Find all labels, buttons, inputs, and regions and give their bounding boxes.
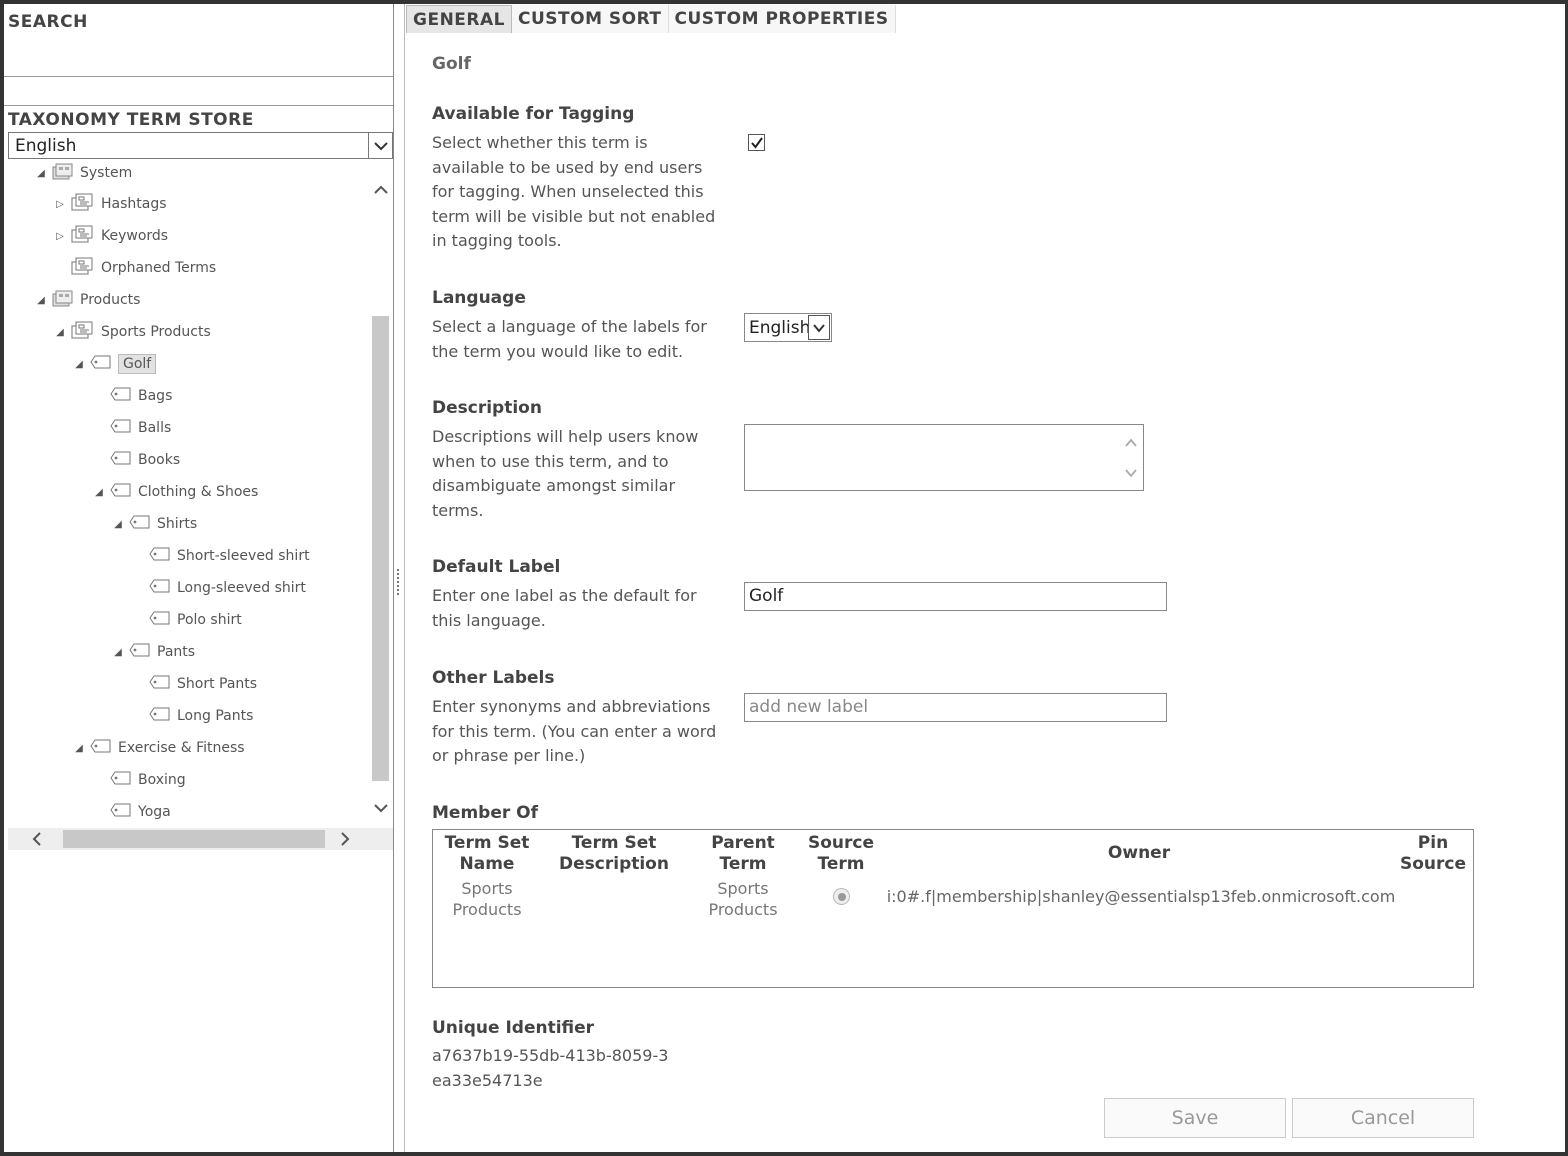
tree-horizontal-scrollbar[interactable] xyxy=(8,828,393,850)
collapse-icon[interactable]: ◢ xyxy=(114,518,122,530)
tree-node[interactable] xyxy=(53,192,167,216)
tag-icon xyxy=(149,707,171,725)
expand-icon[interactable]: ▷ xyxy=(56,198,64,210)
tree-node[interactable] xyxy=(92,448,180,472)
tab-custom-sort[interactable]: CUSTOM SORT xyxy=(512,5,669,33)
cancel-button[interactable]: Cancel xyxy=(1292,1098,1474,1138)
tree-node-label: Shirts xyxy=(157,516,198,532)
collapse-icon[interactable]: ◢ xyxy=(37,294,45,306)
scroll-thumb[interactable] xyxy=(372,316,389,781)
scroll-thumb-horizontal[interactable] xyxy=(63,830,325,848)
term-title: Golf xyxy=(432,54,471,74)
language-select[interactable] xyxy=(744,313,832,342)
collapse-icon[interactable]: ◢ xyxy=(75,742,83,754)
tree-node-label: Keywords xyxy=(101,228,169,244)
default-label-description: Enter one label as the default for this language. xyxy=(432,586,697,630)
tree-node-label: Pants xyxy=(157,644,196,660)
tagging-description: Select whether this term is available to be used by end users for tagging. When unselected this term will be visible but not enabled in tagging tools. xyxy=(432,133,716,250)
expand-icon[interactable]: ▷ xyxy=(56,230,64,242)
default-label-input[interactable]: Golf xyxy=(744,582,1167,611)
tag-icon xyxy=(129,515,151,533)
tree-node[interactable] xyxy=(92,800,171,824)
tree-node-label: Bags xyxy=(138,388,173,404)
tree-node-label: Long Pants xyxy=(177,708,254,724)
cell-parent-term: Sports Products xyxy=(708,879,778,919)
default-label-heading: Default Label xyxy=(432,557,561,577)
tree-vertical-scrollbar[interactable] xyxy=(370,176,391,828)
tree-node[interactable] xyxy=(92,384,172,408)
tree-node-label: Orphaned Terms xyxy=(101,260,217,276)
chevron-down-icon[interactable] xyxy=(368,133,392,158)
language-select-value: English xyxy=(749,318,811,338)
member-of-table xyxy=(432,829,1474,988)
tree-node[interactable] xyxy=(53,224,168,248)
tag-icon xyxy=(110,771,132,789)
tree-node-label: Sports Products xyxy=(101,324,211,340)
tag-icon xyxy=(90,739,112,757)
tag-icon xyxy=(110,483,132,501)
group-icon xyxy=(52,289,74,311)
tree-node-label: Exercise & Fitness xyxy=(118,740,245,756)
collapse-icon[interactable]: ◢ xyxy=(37,167,45,179)
tree-node[interactable] xyxy=(34,161,132,185)
tree-node-label: Golf xyxy=(118,354,156,374)
tree-node[interactable] xyxy=(131,544,310,568)
tree-node[interactable] xyxy=(92,480,258,504)
cell-term-set-name: Sports Products xyxy=(452,879,522,919)
search-input[interactable] xyxy=(4,76,393,106)
scroll-up-icon[interactable] xyxy=(1123,435,1139,451)
description-heading: Description xyxy=(432,398,542,418)
scroll-down-icon[interactable] xyxy=(370,798,391,818)
checkmark-icon xyxy=(750,136,764,150)
unique-identifier-value: a7637b19-55db-413b-8059-3ea33e54713e xyxy=(432,1046,669,1090)
source-term-radio[interactable] xyxy=(833,888,850,905)
other-labels-heading: Other Labels xyxy=(432,668,555,688)
termset-icon xyxy=(71,224,95,248)
column-header-owner: Owner xyxy=(1107,843,1171,863)
collapse-icon[interactable]: ◢ xyxy=(95,486,103,498)
tree-node-label: Yoga xyxy=(138,804,171,820)
tree-node[interactable] xyxy=(34,288,140,312)
tree-node-label: Short Pants xyxy=(177,676,258,692)
tag-icon xyxy=(110,803,132,821)
member-of-heading: Member Of xyxy=(432,803,539,823)
tree-node[interactable] xyxy=(131,704,253,728)
tree-node-label: Clothing & Shoes xyxy=(138,484,259,500)
search-label: SEARCH xyxy=(8,12,88,32)
tree-node[interactable] xyxy=(72,736,245,760)
tag-icon xyxy=(149,547,171,565)
tree-node[interactable] xyxy=(131,608,242,632)
tree-node[interactable] xyxy=(92,416,171,440)
pane-splitter[interactable] xyxy=(393,4,405,1152)
description-description: Descriptions will help users know when to use this term, and to disambiguate amongst similar terms. xyxy=(432,427,699,520)
tagging-heading: Available for Tagging xyxy=(432,104,635,124)
other-labels-input[interactable]: add new label xyxy=(744,693,1167,722)
tag-icon xyxy=(90,355,112,373)
tree-node[interactable] xyxy=(53,256,216,280)
chevron-down-icon[interactable] xyxy=(808,315,830,340)
collapse-icon[interactable]: ◢ xyxy=(56,326,64,338)
scroll-up-icon[interactable] xyxy=(370,180,391,200)
tree-node[interactable] xyxy=(53,320,211,344)
tree-node[interactable] xyxy=(131,672,257,696)
scroll-right-icon[interactable] xyxy=(334,828,356,850)
termset-icon xyxy=(71,256,95,280)
tag-icon xyxy=(110,451,132,469)
scroll-down-icon[interactable] xyxy=(1123,465,1139,481)
tree-node-label: Boxing xyxy=(138,772,186,788)
tree-node-label: Products xyxy=(80,292,141,308)
description-textarea[interactable] xyxy=(744,424,1144,491)
tree-node[interactable] xyxy=(131,576,306,600)
tag-icon xyxy=(110,419,132,437)
group-icon xyxy=(52,162,74,184)
tree-node-label: Books xyxy=(138,452,181,468)
tag-icon xyxy=(129,643,151,661)
tree-node[interactable] xyxy=(111,640,195,664)
tree-node[interactable] xyxy=(111,512,197,536)
column-header-source-term: Source Term xyxy=(807,833,875,874)
left-pane xyxy=(4,4,393,1152)
term-store-language-select[interactable] xyxy=(8,132,393,159)
language-heading: Language xyxy=(432,288,526,308)
radio-dot xyxy=(838,893,846,901)
save-button[interactable]: Save xyxy=(1104,1098,1286,1138)
tab-bar xyxy=(406,5,896,33)
tree-node-label: System xyxy=(80,165,133,181)
scroll-left-icon[interactable] xyxy=(26,828,48,850)
tag-icon xyxy=(110,387,132,405)
column-header-parent-term: Parent Term xyxy=(711,833,775,874)
collapse-icon[interactable]: ◢ xyxy=(75,358,83,370)
tree-node-label: Balls xyxy=(138,420,172,436)
tab-general[interactable]: GENERAL xyxy=(406,5,512,33)
cell-owner: i:0#.f|membership|shanley@essentialsp13feb.onmicrosoft.com xyxy=(886,887,1396,906)
tag-icon xyxy=(149,579,171,597)
term-store-language-value: English xyxy=(15,136,77,156)
taxonomy-tree xyxy=(4,160,370,828)
tag-icon xyxy=(149,675,171,693)
termset-icon xyxy=(71,320,95,344)
splitter-grip[interactable] xyxy=(397,569,399,595)
collapse-icon[interactable]: ◢ xyxy=(114,646,122,658)
term-store-label: TAXONOMY TERM STORE xyxy=(8,110,254,130)
other-labels-description: Enter synonyms and abbreviations for this term. (You can enter a word or phrase per line.) xyxy=(432,697,717,765)
column-header-term-set-name: Term Set Name xyxy=(444,833,530,874)
column-header-pin-source: Pin Source xyxy=(1399,833,1467,874)
termset-icon xyxy=(71,192,95,216)
tree-node[interactable] xyxy=(72,352,156,376)
tree-node-label: Polo shirt xyxy=(177,612,242,628)
column-header-term-set-description: Term Set Description xyxy=(559,833,669,874)
available-for-tagging-checkbox[interactable] xyxy=(748,134,765,151)
tree-node-label: Short-sleeved shirt xyxy=(177,548,310,564)
unique-identifier-heading: Unique Identifier xyxy=(432,1018,595,1038)
tab-custom-properties[interactable]: CUSTOM PROPERTIES xyxy=(669,5,896,33)
tree-node-label: Hashtags xyxy=(101,196,167,212)
tag-icon xyxy=(149,611,171,629)
language-description: Select a language of the labels for the term you would like to edit. xyxy=(432,317,707,361)
tree-node[interactable] xyxy=(92,768,186,792)
tree-node-label: Long-sleeved shirt xyxy=(177,580,306,596)
